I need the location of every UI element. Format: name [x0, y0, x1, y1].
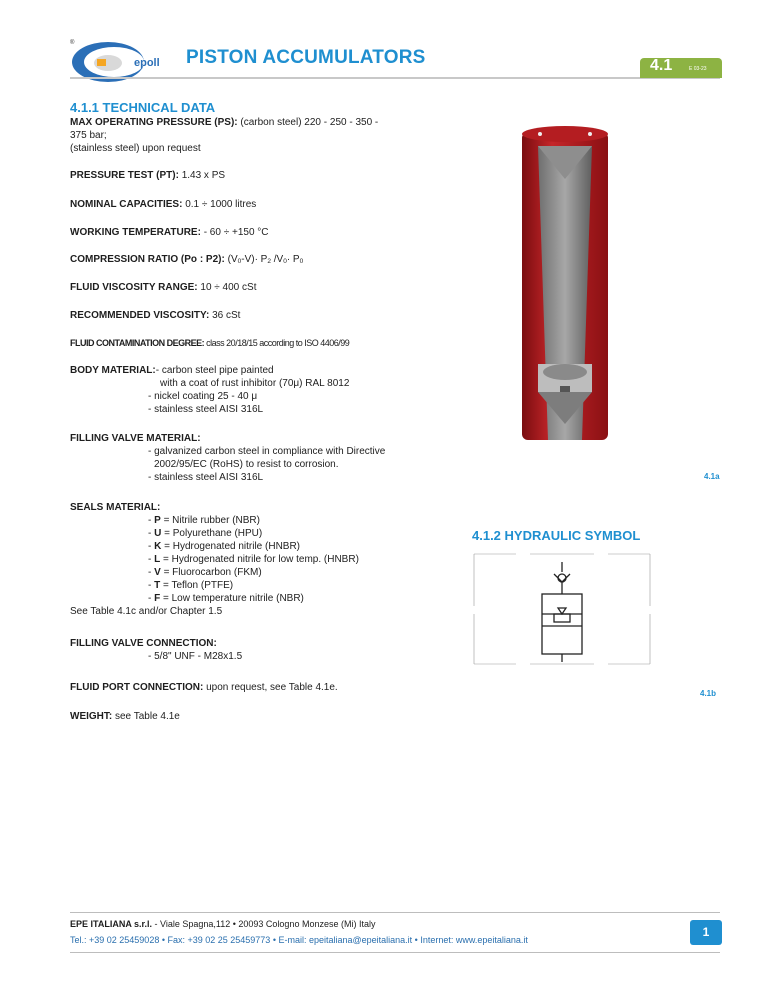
port-value: upon request, see Table 4.1e. — [206, 682, 338, 693]
figure-caption-4-1a: 4.1a — [704, 472, 720, 481]
seal-item: - T = Teflon (PTFE) — [148, 580, 234, 591]
seal-desc: = Polyurethane (HPU) — [164, 528, 263, 539]
header-rule — [70, 77, 720, 79]
hydraulic-symbol-diagram — [472, 552, 652, 666]
seal-desc: = Fluorocarbon (FKM) — [163, 567, 262, 578]
compression-label: COMPRESSION RATIO (Po : P2): — [70, 254, 225, 265]
seal-desc: = Low temperature nitrile (NBR) — [163, 593, 304, 604]
filling-line-1: 2002/95/EC (RoHS) to resist to corrosion. — [154, 459, 339, 470]
footer-address-text: - Viale Spagna,112 • 20093 Cologno Monzese (Mi) Italy — [152, 919, 376, 929]
valve-conn-value: - 5/8" UNF - M28x1.5 — [148, 651, 243, 662]
seal-item: - U = Polyurethane (HPU) — [148, 528, 263, 539]
seals-label: SEALS MATERIAL: — [70, 502, 161, 513]
seal-desc: = Nitrile rubber (NBR) — [163, 515, 260, 526]
seals-material — [70, 501, 430, 618]
body-label: BODY MATERIAL: — [70, 365, 156, 376]
pressure-test-value: 1.43 x PS — [181, 170, 226, 181]
page-title: PISTON ACCUMULATORS — [186, 47, 426, 68]
contamination-label: FLUID CONTAMINATION DEGREE: — [70, 338, 205, 348]
body-line-2: - nickel coating 25 - 40 μ — [148, 391, 258, 402]
footer-rule-top — [70, 912, 720, 913]
hydraulic-symbol-heading: 4.1.2 HYDRAULIC SYMBOL — [472, 528, 641, 543]
seal-item: - V = Fluorocarbon (FKM) — [148, 567, 262, 578]
seal-desc: = Teflon (PTFE) — [163, 580, 234, 591]
capacities-value: 0.1 ÷ 1000 litres — [185, 199, 257, 210]
body-material — [70, 364, 410, 416]
compression-ratio — [70, 253, 303, 268]
seal-code: K — [154, 541, 162, 552]
viscosity-range — [70, 281, 256, 294]
viscosity-range-label: FLUID VISCOSITY RANGE: — [70, 282, 198, 293]
compression-formula: (V0-V)· P2 /V0· P0 — [227, 254, 304, 265]
temp-value: - 60 ÷ +150 °C — [203, 227, 269, 238]
technical-data-heading: 4.1.1 TECHNICAL DATA — [70, 100, 216, 115]
footer-company: EPE ITALIANA s.r.l. — [70, 919, 153, 929]
filling-label: FILLING VALVE MATERIAL: — [70, 433, 201, 444]
filling-valve-material — [70, 432, 430, 484]
seal-code: F — [154, 593, 161, 604]
seal-code: P — [154, 515, 161, 526]
section-code: E 03-23 — [689, 66, 707, 72]
seal-item: - L = Hydrogenated nitrile for low temp. (HNBR) — [148, 554, 359, 565]
footer-contact: Tel.: +39 02 25459028 • Fax: +39 02 25 25459773 • E-mail: epeitaliana@epeitaliana.it • Internet: www.epeitaliana.it — [70, 935, 528, 945]
section-number: 4.1 — [650, 57, 673, 74]
seals-note: See Table 4.1c and/or Chapter 1.5 — [70, 606, 223, 617]
working-temperature — [70, 226, 269, 239]
filling-line-2: - stainless steel AISI 316L — [148, 472, 264, 483]
seal-code: L — [154, 554, 161, 565]
filling-valve-connection — [70, 637, 242, 663]
max-pressure-cont: 375 bar; — [70, 130, 107, 141]
seal-item: - K = Hydrogenated nitrile (HNBR) — [148, 541, 301, 552]
seal-desc: = Hydrogenated nitrile for low temp. (HNBR) — [163, 554, 359, 565]
footer-rule-bottom — [70, 952, 720, 953]
max-pressure-stainless: (stainless steel) upon request — [70, 143, 201, 154]
body-line-3: - stainless steel AISI 316L — [148, 404, 264, 415]
footer-address — [70, 919, 375, 929]
capacities-label: NOMINAL CAPACITIES: — [70, 199, 183, 210]
page-number: 1 — [690, 920, 722, 945]
weight-value: see Table 4.1e — [115, 711, 180, 722]
temp-label: WORKING TEMPERATURE: — [70, 227, 201, 238]
filling-line-0: - galvanized carbon steel in compliance with Directive — [148, 446, 386, 457]
weight — [70, 710, 180, 723]
pressure-test — [70, 169, 225, 182]
piston-accumulator-cutaway-image — [520, 124, 610, 444]
recommended-viscosity — [70, 309, 240, 322]
port-label: FLUID PORT CONNECTION: — [70, 682, 204, 693]
seal-code: T — [154, 580, 161, 591]
figure-caption-4-1b: 4.1b — [700, 689, 717, 698]
seal-item: - P = Nitrile rubber (NBR) — [148, 515, 260, 526]
seal-item: - F = Low temperature nitrile (NBR) — [148, 593, 304, 604]
nominal-capacities — [70, 198, 256, 211]
recommended-value: 36 cSt — [212, 310, 241, 321]
seal-code: V — [154, 567, 161, 578]
recommended-label: RECOMMENDED VISCOSITY: — [70, 310, 210, 321]
svg-text:®: ® — [70, 40, 75, 46]
valve-conn-label: FILLING VALVE CONNECTION: — [70, 638, 217, 649]
pressure-test-label: PRESSURE TEST (PT): — [70, 170, 179, 181]
max-pressure — [70, 116, 410, 155]
seal-code: U — [154, 528, 162, 539]
body-line-1: with a coat of rust inhibitor (70μ) RAL 8012 — [160, 378, 350, 389]
contamination-degree — [70, 337, 349, 350]
max-pressure-label: MAX OPERATING PRESSURE (PS): — [70, 117, 238, 128]
seal-desc: = Hydrogenated nitrile (HNBR) — [164, 541, 301, 552]
fluid-port-connection — [70, 681, 338, 694]
contamination-value: class 20/18/15 according to ISO 4406/99 — [206, 338, 350, 348]
viscosity-range-value: 10 ÷ 400 cSt — [200, 282, 257, 293]
svg-text:epoll: epoll — [134, 57, 160, 69]
weight-label: WEIGHT: — [70, 711, 113, 722]
body-line-0: - carbon steel pipe painted — [155, 365, 274, 376]
max-pressure-value: (carbon steel) 220 - 250 - 350 - — [240, 117, 379, 128]
